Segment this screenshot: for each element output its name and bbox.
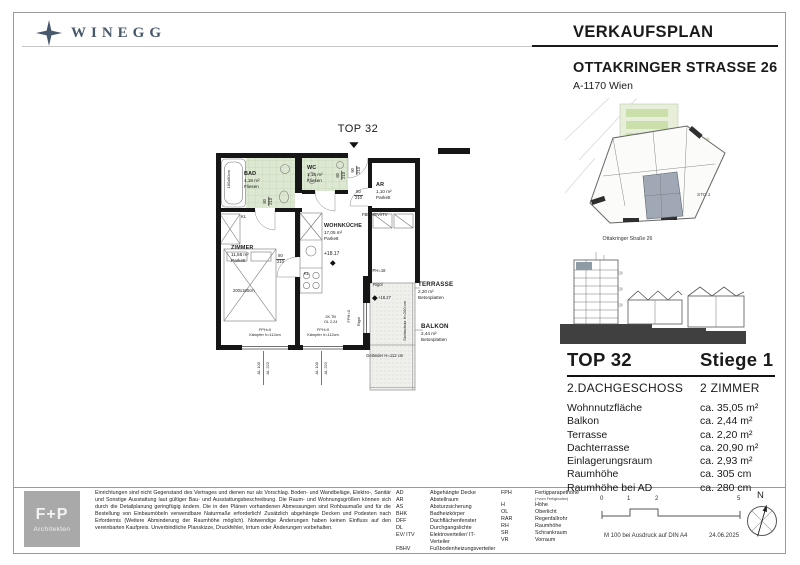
rigol-label: Rigol: [373, 282, 383, 287]
abbreviation-legend-col1: AD Abgehängte Decke AR Abstellraum AS Absturzsicherung BHK Badheizkörper DFF Dachflächenfenster DL Durchgangslichte EV/ ITV Elektroverteiler/ IT- Verteiler FBHV Fußbodenheizungsverteiler: [396, 490, 496, 552]
document-title: VERKAUFSPLAN: [573, 23, 714, 41]
fph18-label: FPH=18: [370, 268, 386, 273]
address-line2: A-1170 Wien: [573, 80, 633, 92]
scale-bar: [601, 506, 743, 520]
door-size-label: 80 210: [262, 197, 273, 205]
rigol-label-vertical: Rigol: [356, 317, 361, 327]
north-label: N: [757, 490, 764, 501]
info-row: Wohnnutzfläche ca. 35,05 m²: [567, 402, 759, 414]
bed-size-label: 200x180cm: [233, 288, 255, 293]
info-row: Dachterrasse ca. 20,90 m²: [567, 441, 759, 454]
level-terrace-label: +18.27: [378, 295, 391, 300]
address-line1: OTTAKRINGER STRASSE 26: [573, 60, 778, 76]
window-dimension: AL 100 AL 222: [256, 351, 270, 385]
room-label-wohnkueche: WOHNKÜCHE 17,05 m² Parkett: [324, 223, 363, 241]
kl-label: KL: [304, 271, 310, 276]
floor-plan: [200, 118, 470, 403]
room-label-zimmer: ZIMMER 11,58 m² Parkett: [231, 245, 254, 263]
info-header: [567, 349, 775, 377]
door-size-label: 80 210: [277, 253, 284, 264]
info-subheader: [567, 381, 775, 395]
staircase: Stiege 1: [700, 349, 774, 370]
kl-label: KL: [241, 214, 247, 219]
brand-name: WINEGG: [71, 24, 167, 41]
info-row: Raumhöhe bei AD ca. 280 cm: [567, 481, 752, 494]
info-rows: [567, 402, 775, 495]
bathtub-size-label: 180x80cm: [226, 170, 231, 189]
compass-icon: [744, 503, 780, 539]
unit-number: TOP 32: [567, 349, 632, 370]
stiege-label: STG.1: [697, 192, 711, 197]
door-size-label: 80 210: [355, 189, 362, 200]
scale-note: M 100 bei Ausdruck auf DIN A4: [604, 533, 688, 539]
door-size-label: 90 210: [350, 166, 361, 174]
info-row: Terrasse ca. 2,20 m²: [567, 428, 753, 441]
room-label-bad: BAD 4,18 m² Fliesen: [244, 171, 260, 189]
door-size-label: 80 210: [335, 171, 346, 179]
room-count: 2 ZIMMER: [700, 381, 760, 395]
north-arrow: [742, 491, 782, 547]
room-label-ar: AR 1,10 m² Parkett: [376, 182, 392, 200]
room-label-terrasse: TERRASSE 2,20 m² Betonplatten: [418, 281, 454, 301]
gelaender-label: Geländer H=112 cm: [366, 353, 404, 358]
info-row: Einlagerungsraum ca. 2,93 m²: [567, 455, 753, 468]
site-plan: [565, 98, 745, 230]
unit-info-panel: [567, 349, 775, 495]
building-section: [556, 248, 750, 350]
room-label-wc: WC 1,16 m² Fliesen: [307, 165, 323, 183]
info-row: Raumhöhe ca. 305 cm: [567, 468, 752, 481]
scale-bar-numbers: 0 1 2 5: [600, 496, 741, 502]
fph0-label-vertical: FPH=0: [346, 310, 351, 323]
winegg-logo: [36, 20, 166, 46]
abbreviation-legend-col2: FPH Fertigparapethöhe (+vom Fertigboden) H Höhe OL Oberlicht RAR Regenfallrohr RH Raumhöhe SR Schrankraum VR Vorraum: [501, 490, 580, 543]
room-label-balkon: BALKON 2,44 m² Betonplatten: [421, 323, 449, 343]
site-plan-caption: Ottakringer Straße 26: [602, 236, 653, 242]
window-note: FPH=0 Kämpfer h=112cm: [307, 327, 339, 337]
header-rule-left: [22, 46, 532, 47]
level-inside-label: +18.17: [324, 251, 340, 257]
winegg-star-icon: [36, 20, 62, 46]
plan-unit-title: TOP 32: [337, 123, 379, 135]
disclaimer-text: Einrichtungen sind nicht Gegenstand des Vertrages und dienen nur als Vorschlag. Boden- und Wandbeläge, Elektro-, Sanitär und Sonstige Ausstattung laut gültiger Bau- und Ausstattungsbeschreibung. Die Raum- und Wohnungsgrößen können sich durch die Detailplanung geringfügig ändern. Die in den Plänen vorhandenen Abmessungen sind Rohbaumaße und für die Bestellung von Einbaumöbeln verwendbare Naturmaße erforderlich! Zusätzlich abgehängte Decken und Podesten nach Erfordernis (Weitere Abminderung der Raumhöhe möglich). Notwendige Änderungen haben keinen Einfluss auf den vereinbarten Kaufpreis. Unverbindliche Planskizze, Druckfehler, Irrtum oder Änderungen vorbehalten.: [95, 490, 391, 532]
plan-date: 24.06.2025: [709, 533, 740, 539]
info-row: Balkon ca. 2,44 m²: [567, 415, 753, 428]
fbhv-label: FBHV/EV/ITV: [362, 212, 388, 217]
window-note: FPH=0 Kämpfer h=112cm: [249, 327, 281, 337]
entrance-arrow-icon: ▼: [346, 140, 362, 151]
architect-logo: F+P Architekten: [24, 491, 80, 547]
sichtschutz-label: Sichtschutz H=200 cm: [402, 301, 407, 341]
door-ol-label: 2K.TB OL 2,24: [324, 315, 338, 324]
window-dimension: AL 100 AL 222: [314, 351, 328, 385]
header-rule-right: [532, 45, 778, 47]
floor-level: 2.DACHGESCHOSS: [567, 381, 684, 395]
